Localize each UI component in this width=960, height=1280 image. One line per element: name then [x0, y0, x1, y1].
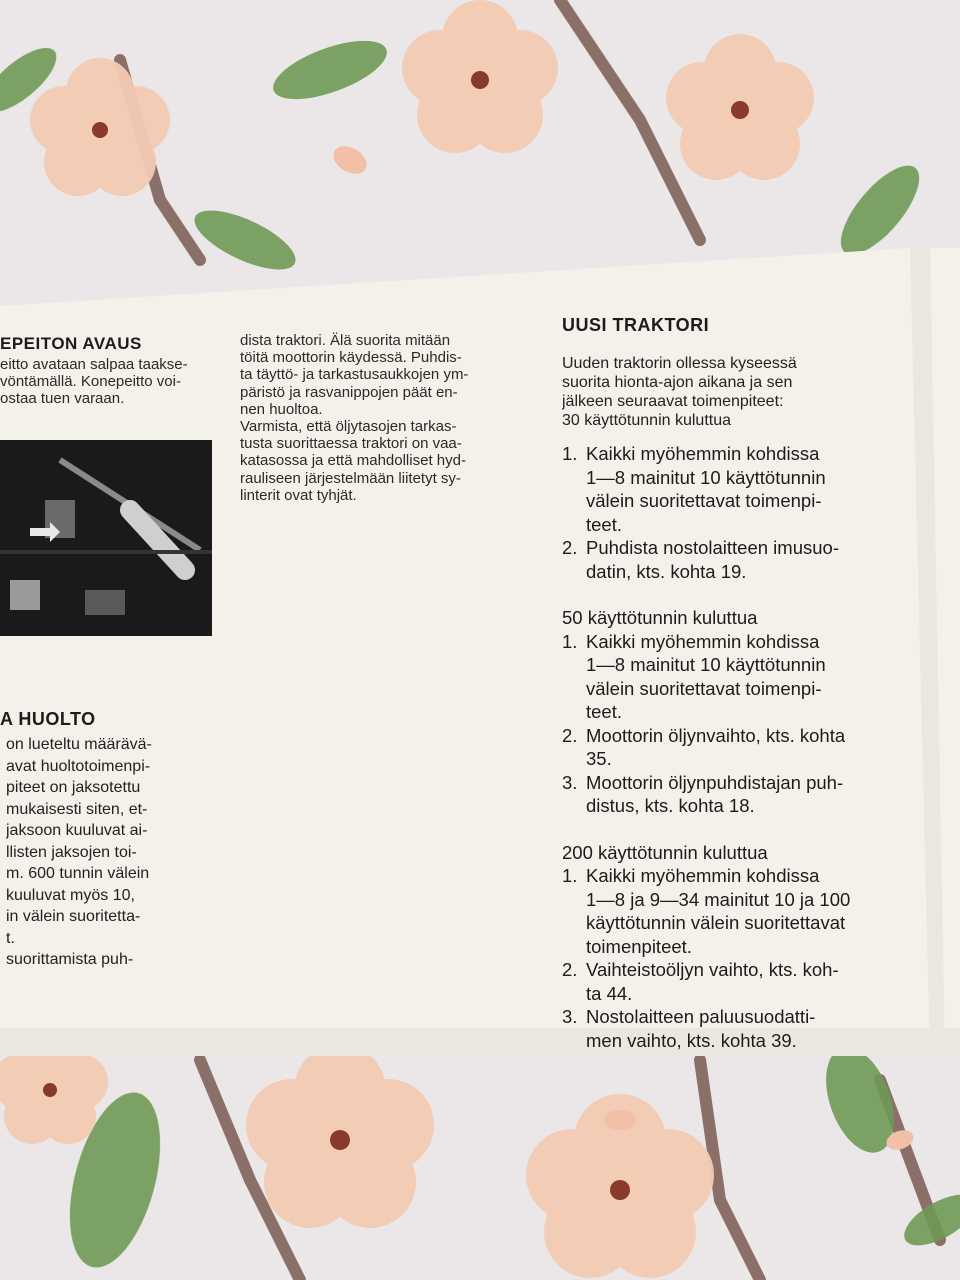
list-item [562, 958, 934, 1005]
middle-text-line: päristö ja rasvanippojen päät en- [240, 383, 458, 401]
service-text-line: suorittamista puh- [6, 951, 134, 968]
item-line: Vaihteistoöljyn vaihto, kts. koh- [586, 959, 839, 980]
item-line: käyttötunnin välein suoritettavat [586, 912, 846, 933]
item-line: teet. [586, 701, 622, 722]
left-intro-line: ostaa tuen varaan. [0, 390, 125, 407]
service-text-line: m. 600 tunnin välein [6, 865, 150, 882]
item-line: datin, kts. kohta 19. [586, 560, 747, 582]
service-text-line: llisten jaksojen toi- [6, 843, 137, 861]
item-line: 1—8 mainitut 10 käyttötunnin [586, 466, 826, 488]
middle-text-line: ta täyttö- ja tarkastusaukkojen ym- [240, 366, 469, 384]
interval-title: 50 käyttötunnin kuluttua [562, 607, 758, 628]
section-heading-hood-opening: EPEITON AVAUS [0, 334, 142, 353]
list-item [562, 771, 934, 818]
item-line: men vaihto, kts. kohta 39. [586, 1029, 797, 1051]
item-line: 1—8 mainitut 10 käyttötunnin [586, 654, 826, 675]
list-item [562, 536, 934, 583]
left-service-text [0, 734, 220, 971]
engine-hood-photo [0, 440, 212, 636]
service-text-line: on lueteltu määrävä- [6, 736, 152, 753]
item-line: Puhdista nostolaitteen imusuo- [586, 537, 839, 558]
service-text-line: mukaisesti siten, et- [6, 800, 148, 818]
item-number: 3. [562, 1006, 578, 1027]
item-line: Kaikki myöhemmin kohdissa [586, 630, 820, 652]
intro-line: jälkeen seuraavat toimenpiteet: [562, 393, 784, 410]
item-line: 35. [586, 748, 612, 769]
item-line: välein suoritettavat toimenpi- [586, 490, 822, 511]
maintenance-list-30h [562, 442, 934, 583]
service-text-line: t. [6, 929, 15, 947]
list-item [562, 724, 934, 771]
section-heading-new-tractor: UUSI TRAKTORI [562, 315, 710, 335]
item-line: 1—8 ja 9—34 mainitut 10 ja 100 [586, 888, 851, 910]
list-item [562, 630, 934, 724]
section-heading-service: A HUOLTO [0, 709, 96, 729]
maintenance-list-200h [562, 841, 934, 1053]
item-number: 1. [562, 630, 578, 652]
list-item [562, 864, 934, 958]
left-intro-line: eitto avataan salpaa taakse- [0, 356, 188, 373]
item-line: välein suoritettavat toimenpi- [586, 677, 822, 699]
item-line: ta 44. [586, 982, 633, 1004]
left-intro-line: vöntämällä. Konepeitto voi- [0, 373, 181, 390]
item-number: 2. [562, 959, 578, 980]
middle-text-line: töitä moottorin käydessä. Puhdis- [240, 349, 462, 367]
left-column [0, 334, 220, 407]
service-text-line: jaksoon kuuluvat ai- [6, 822, 148, 839]
right-column [562, 314, 934, 1052]
item-line: toimenpiteet. [586, 935, 692, 957]
intro-line: 30 käyttötunnin kuluttua [562, 412, 732, 429]
list-item [562, 442, 934, 536]
item-number: 2. [562, 537, 578, 558]
maintenance-list-50h [562, 606, 934, 818]
item-number: 2. [562, 724, 578, 746]
middle-text-line: nen huoltoa. [240, 400, 323, 418]
booklet-page [0, 248, 960, 1056]
left-service-section [0, 708, 220, 971]
item-number: 1. [562, 865, 578, 886]
interval-title: 200 käyttötunnin kuluttua [562, 841, 768, 863]
intro-line: Uuden traktorin ollessa kyseessä [562, 355, 797, 372]
item-line: Moottorin öljynpuhdistajan puh- [586, 771, 844, 793]
service-text-line: kuuluvat myös 10, [6, 886, 135, 904]
service-text-line: avat huoltotoimenpi- [6, 757, 151, 775]
middle-text-line: tusta suorittaessa traktori on vaa- [240, 435, 462, 453]
item-line: Moottorin öljynvaihto, kts. kohta [586, 724, 846, 746]
item-number: 3. [562, 771, 578, 793]
item-line: Nostolaitteen paluusuodatti- [586, 1006, 816, 1027]
item-line: Kaikki myöhemmin kohdissa [586, 443, 820, 464]
middle-text-line: katasossa ja että mahdolliset hyd- [240, 452, 466, 470]
item-line: distus, kts. kohta 18. [586, 795, 755, 816]
service-text-line: piteet on jaksotettu [6, 779, 141, 796]
intro-line: suorita hionta-ajon aikana ja sen [562, 374, 793, 391]
item-line: teet. [586, 513, 622, 535]
service-text-line: in välein suoritetta- [6, 908, 141, 925]
middle-text-line: Varmista, että öljytasojen tarkas- [240, 418, 457, 436]
middle-column-text [240, 332, 530, 504]
left-intro-text [0, 356, 220, 407]
new-tractor-intro [562, 354, 934, 430]
item-line: Kaikki myöhemmin kohdissa [586, 865, 820, 886]
middle-text-line: linterit ovat tyhjät. [240, 486, 357, 504]
middle-text-line: dista traktori. Älä suorita mitään [240, 332, 451, 349]
item-number: 1. [562, 443, 578, 464]
middle-text-line: rauliseen järjestelmään liitetyt sy- [240, 469, 461, 487]
list-item [562, 1005, 934, 1052]
